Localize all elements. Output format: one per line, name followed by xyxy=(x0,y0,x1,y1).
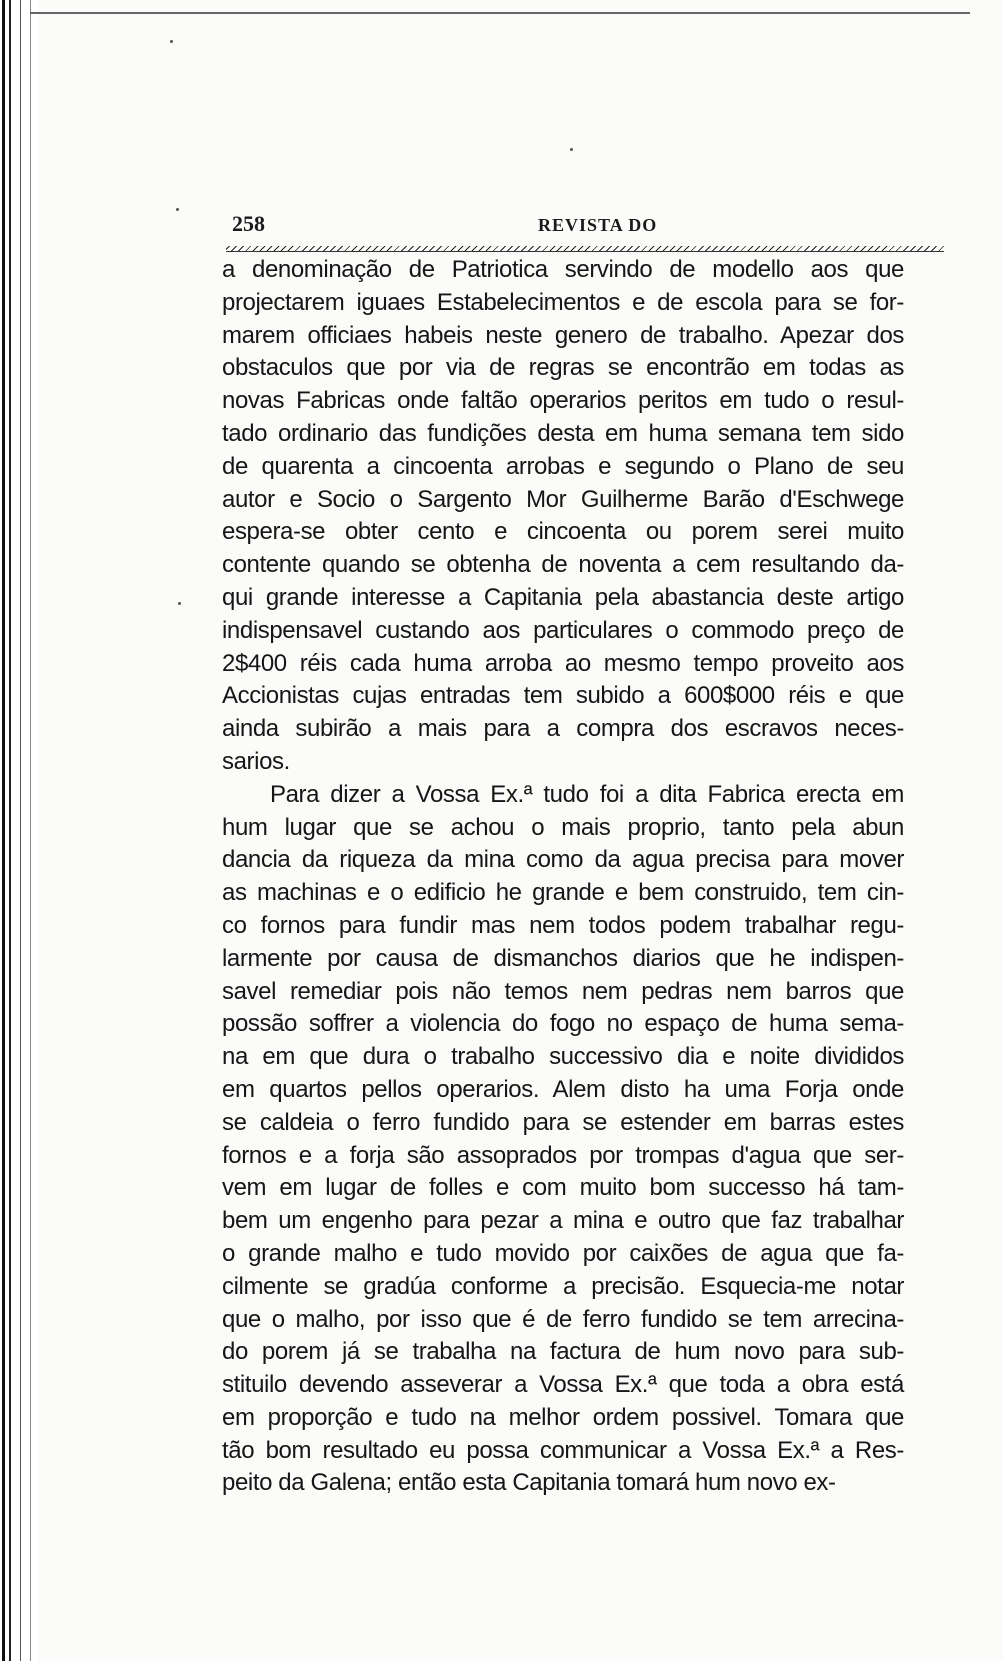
text-line: fornos e a forja são assoprados por trompas d'agua que ser- xyxy=(222,1141,904,1169)
text-line: do porem já se trabalha na factura de hum novo para sub- xyxy=(222,1338,904,1366)
text-line: sarios. xyxy=(222,747,290,775)
paragraph xyxy=(222,779,904,1501)
text-line: marem officiaes habeis neste genero de trabalho. Apezar dos xyxy=(222,321,904,349)
body-text xyxy=(222,254,904,1500)
text-line: tão bom resultado eu possa communicar a Vossa Ex.ª a Res- xyxy=(222,1436,904,1464)
text-line: vem em lugar de folles e com muito bom successo há tam- xyxy=(222,1174,904,1202)
header-rule xyxy=(226,246,944,252)
text-line: 2$400 réis cada huma arroba ao mesmo tempo proveito aos xyxy=(222,649,904,677)
text-line: co fornos para fundir mas nem todos podem trabalhar regu- xyxy=(222,911,904,939)
text-line: projectarem iguaes Estabelecimentos e de escola para se for- xyxy=(222,288,904,316)
text-line: o grande malho e tudo movido por caixões de agua que fa- xyxy=(222,1239,904,1267)
text-line: contente quando se obtenha de noventa a cem resultando da- xyxy=(222,551,904,579)
page-number: 258 xyxy=(232,211,265,236)
scan-speck xyxy=(570,148,573,151)
text-line: espera-se obter cento e cincoenta ou porem serei muito xyxy=(222,518,904,546)
text-line: autor e Socio o Sargento Mor Guilherme Barão d'Eschwege xyxy=(222,485,904,513)
text-line: larmente por causa de dismanchos diarios que he indispen- xyxy=(222,944,904,972)
text-line: em quartos pellos operarios. Alem disto ha uma Forja onde xyxy=(222,1075,904,1103)
text-line: tado ordinario das fundições desta em huma semana tem sido xyxy=(222,419,904,447)
paragraph xyxy=(222,254,904,779)
text-line: qui grande interesse a Capitania pela abastancia deste artigo xyxy=(222,583,904,611)
text-line: em proporção e tudo na melhor ordem possivel. Tomara que xyxy=(222,1403,904,1431)
text-line: savel remediar pois não temos nem pedras nem barros que xyxy=(222,977,904,1005)
text-line: dancia da riqueza da mina como da agua precisa para mover xyxy=(222,846,904,874)
text-line: hum lugar que se achou o mais proprio, tanto pela abun xyxy=(222,813,904,841)
scan-speck xyxy=(176,208,179,211)
text-line: cilmente se gradúa conforme a precisão. Esquecia-me notar xyxy=(222,1272,904,1300)
text-line: de quarenta a cincoenta arrobas e segundo o Plano de seu xyxy=(222,452,904,480)
scan-speck xyxy=(170,40,173,43)
page-top-edge xyxy=(30,12,970,14)
binding-edge xyxy=(0,0,38,1661)
page-header xyxy=(232,205,944,245)
running-head: REVISTA DO xyxy=(538,215,658,235)
text-line: ainda subirão a mais para a compra dos escravos neces- xyxy=(222,715,904,743)
text-line: Accionistas cujas entradas tem subido a 600$000 réis e que xyxy=(222,682,904,710)
text-line: Para dizer a Vossa Ex.ª tudo foi a dita Fabrica erecta em xyxy=(270,780,904,808)
text-line: se caldeia o ferro fundido para se estender em barras estes xyxy=(222,1108,904,1136)
text-line: na em que dura o trabalho successivo dia e noite divididos xyxy=(222,1043,904,1071)
text-line: obstaculos que por via de regras se encontrão em todas as xyxy=(222,354,904,382)
text-line: que o malho, por isso que é de ferro fundido se tem arrecina- xyxy=(222,1305,904,1333)
text-line: stituilo devendo asseverar a Vossa Ex.ª que toda a obra está xyxy=(222,1371,904,1399)
text-line: possão soffrer a violencia do fogo no espaço de huma sema- xyxy=(222,1010,904,1038)
text-line: as machinas e o edificio he grande e bem construido, tem cin- xyxy=(222,879,904,907)
text-line: novas Fabricas onde faltão operarios peritos em tudo o resul- xyxy=(222,387,904,415)
text-line: indispensavel custando aos particulares o commodo preço de xyxy=(222,616,904,644)
text-line: bem um engenho para pezar a mina e outro que faz trabalhar xyxy=(222,1207,904,1235)
text-line: peito da Galena; então esta Capitania tomará hum novo ex- xyxy=(222,1469,836,1497)
scan-speck xyxy=(178,602,181,605)
text-line: a denominação de Patriotica servindo de modello aos que xyxy=(222,256,904,283)
